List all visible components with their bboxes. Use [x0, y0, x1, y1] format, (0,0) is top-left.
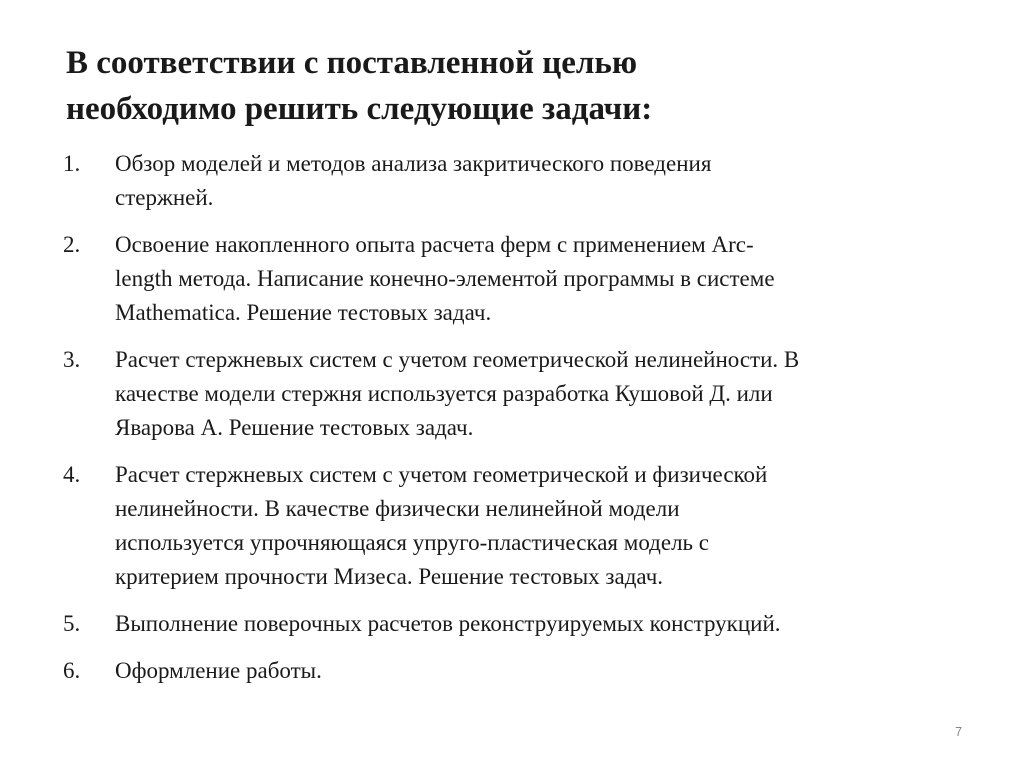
task-text-line: стержней.: [115, 185, 214, 210]
task-text-line: критерием прочности Мизеса. Решение тестовых задач.: [115, 564, 664, 589]
task-number: 2.: [63, 232, 81, 257]
task-number: 1.: [63, 151, 81, 176]
task-item-6: [63, 654, 973, 688]
task-number: 6.: [63, 658, 81, 683]
page-number: 7: [955, 724, 963, 739]
title-line-2: необходимо решить следующие задачи:: [66, 91, 653, 127]
task-item-1: [63, 147, 973, 215]
task-number: 3.: [63, 347, 81, 372]
task-text-line: Освоение накопленного опыта расчета ферм с применением Arc-: [115, 232, 754, 257]
task-text-line: Расчет стержневых систем с учетом геометрической нелинейности. В: [115, 347, 800, 372]
task-text-line: Mathematica. Решение тестовых задач.: [115, 300, 492, 325]
slide-title: [66, 40, 966, 132]
task-item-4: [63, 458, 973, 594]
task-text-line: Выполнение поверочных расчетов реконструируемых конструкций.: [115, 611, 781, 636]
title-line-1: В соответствии с поставленной целью: [66, 45, 638, 81]
task-text-line: Яварова А. Решение тестовых задач.: [115, 415, 474, 440]
task-item-3: [63, 343, 973, 445]
task-text-line: Обзор моделей и методов анализа закритического поведения: [115, 151, 712, 176]
task-item-2: [63, 228, 973, 330]
task-text-line: length метода. Написание конечно-элементой программы в системе: [115, 266, 775, 291]
task-number: 5.: [63, 611, 81, 636]
task-text-line: Расчет стержневых систем с учетом геометрической и физической: [115, 462, 768, 487]
task-item-5: [63, 607, 973, 641]
task-text-line: нелинейности. В качестве физически нелинейной модели: [115, 496, 680, 521]
task-list: [63, 147, 973, 701]
task-text-line: используется упрочняющаяся упруго-пластическая модель с: [115, 530, 709, 555]
task-text-line: Оформление работы.: [115, 658, 322, 683]
task-number: 4.: [63, 462, 81, 487]
task-text-line: качестве модели стержня используется разработка Кушовой Д. или: [115, 381, 773, 406]
